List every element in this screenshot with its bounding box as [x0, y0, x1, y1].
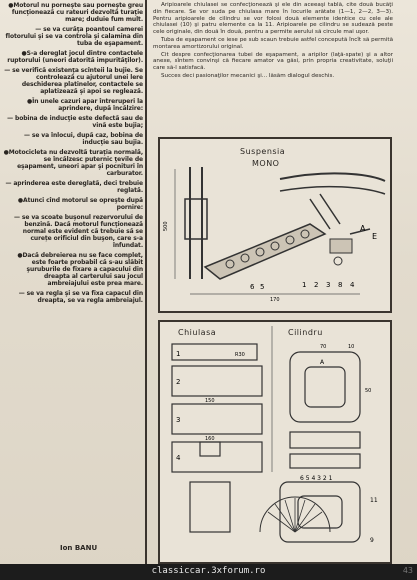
suspension-label-a: A [360, 224, 366, 233]
top-paragraph: Cit despre confecţionarea tubei de eşapament, a aripilor (laţă-spate) şi a altor anexe, sîntem convinşi că fiecare amator va găsi, prin propria creativitate, soluţii care să-l satisfacă. [153, 51, 393, 72]
chiulasa-label-2: 2 [176, 378, 181, 386]
cilindru-label-9: 9 [370, 537, 374, 544]
suspension-label-5: 5 [260, 283, 265, 291]
top-paragraph: Succes deci pasionaţilor mecanici şi... lăsăm dialogul deschis. [161, 72, 335, 79]
suspension-label-e: E [372, 232, 378, 241]
left-column-paragraph: ● În unele cazuri apar întreruperi la aprindere, după încălzire: [3, 98, 143, 112]
left-column-paragraph: — se va curăţa poantoul camerei flotorului şi se va controla şi calamina din tuba de eşapament. [5, 26, 143, 47]
chiulasa-dimension-160: 160 [205, 436, 215, 442]
left-column-paragraph: ● Motorul nu porneşte sau porneşte greu funcţionează cu rateuri dezvoltă turaţie mare; duduie fum mult. [3, 2, 143, 23]
left-column-paragraph: — aprinderea este dereglată, deci trebuie reglată. [5, 180, 143, 194]
top-paragraph: Tuba de eşapament ce iese pe sub scaun trebuie astfel concepută încît să permită montarea amortizorului original. [153, 36, 393, 50]
column-divider [145, 0, 147, 565]
suspension-label-6: 6 [250, 283, 255, 291]
footer-site-link[interactable]: classiccar.3xforum.ro [151, 566, 266, 576]
left-column-paragraph: — bobina de inducţie este defectă sau de vină este bujia; [7, 115, 143, 129]
left-column-paragraph: ● S-a dereglat jocul dintre contactele ruptorului (uneori datorită impurităţilor). [3, 50, 143, 64]
cilindru-title: Cilindru [288, 328, 323, 337]
cilindru-numbering: 6 5 4 3 2 1 [300, 475, 333, 482]
chiulasa-radius-label: R30 [235, 352, 245, 358]
cilindru-dimension-70: 70 [320, 344, 327, 350]
chiulasa-label-1: 1 [176, 350, 181, 358]
left-column-paragraph: — se verifică existenţa scînteii la bujie. Se controlează cu ajutorul unei lere deschiderea platinelor, contactele se aplatizează şi apoi se reglează. [4, 67, 143, 95]
suspension-svg [160, 139, 386, 307]
left-text-column [3, 2, 143, 554]
left-column-paragraph: ● Atunci cînd motorul se opreşte după pornire: [3, 197, 143, 211]
chiulasa-dimension-150: 150 [205, 398, 215, 404]
suspension-label-4: 4 [350, 281, 355, 289]
suspension-label-3: 3 [326, 281, 331, 289]
chiulasa-label-3: 3 [176, 416, 181, 424]
suspension-dimension-500: 500 [163, 221, 169, 231]
cilindru-label-a: A [320, 359, 325, 366]
left-column-paragraph: ● Dacă debreierea nu se face complet, este foarte probabil că s-au slăbit şuruburile de fixare a capacului din dreapta al carterului sau jocul ambreiajului este prea mare. [3, 252, 143, 287]
suspension-drawing [158, 137, 392, 313]
cilindru-label-11: 11 [370, 497, 378, 504]
chiulasa-label-4: 4 [176, 454, 181, 462]
left-column-paragraph: — se va scoate buşonul rezervorului de benzină. Dacă motorul funcţionează normal este evident că trebuie să se curețe orificiul din buşon, care s-a înfundat. [14, 214, 143, 249]
top-article-text [153, 2, 393, 102]
suspension-label-1: 1 [302, 281, 307, 289]
suspension-subtitle: MONO [252, 159, 280, 168]
chiulasa-cilindru-drawing [158, 320, 392, 564]
suspension-title: Suspensia [240, 147, 286, 156]
page-number: 43 [402, 566, 413, 575]
chiulasa-svg [160, 322, 386, 558]
suspension-dimension-170: 170 [270, 297, 280, 303]
cilindru-dimension-50: 50 [365, 388, 372, 394]
left-column-paragraph: — se va înlocui, după caz, bobina de inducţie sau bujia. [23, 132, 143, 146]
top-paragraph: Aripioarele chiulasei se confecţionează şi ele din aceeaşi tablă, cite două bucăţi din fiecare. Se vor suda pe chiulasa mare în locurile arătate (1—1, 2—2, 3—3). Pentru aripioarele de cilindru se vor folosi două elemente identice cu cele ale chiulasei (10) şi patru elemente ca la 11. Aripioarele pe cilindru se sudează peste cele originale, din două în două, pentru a permite aerului să circule mai uşor. [153, 2, 393, 36]
suspension-label-8: 8 [338, 281, 343, 289]
chiulasa-title: Chiulasa [178, 328, 217, 337]
suspension-label-2: 2 [314, 281, 319, 289]
author-signature: Ion BANU [60, 544, 98, 552]
left-column-paragraph: — se va regla şi se va fixa capacul din dreapta, se va regla ambreiajul. [18, 290, 143, 304]
left-column-paragraph: ● Motocicleta nu dezvoltă turaţia normală, se încălzesc puternic ţevile de eşapament, uneori apar şi pocnituri în carburator. [3, 149, 143, 177]
cilindru-label-10: 10 [348, 344, 355, 350]
